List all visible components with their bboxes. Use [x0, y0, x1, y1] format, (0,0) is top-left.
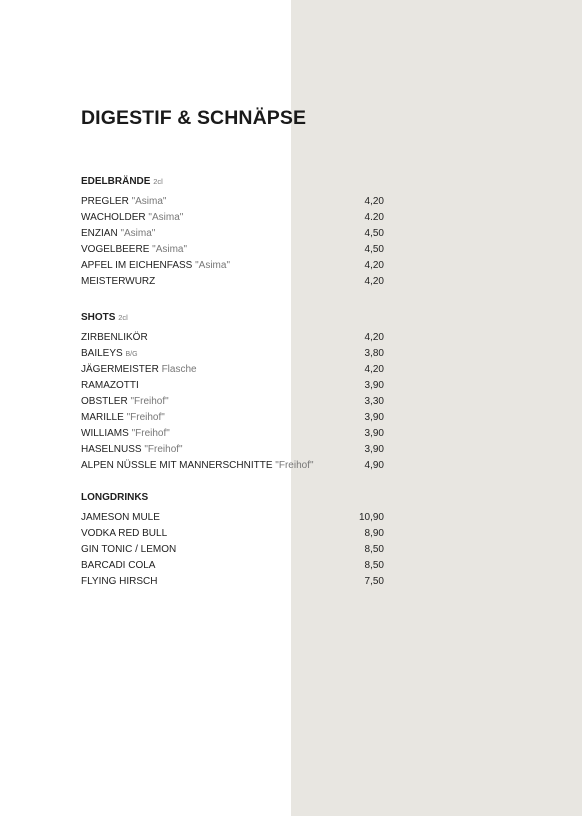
item-extra: "Freihof" — [131, 428, 170, 439]
item-price: 4,20 — [364, 332, 384, 343]
page-title: DIGESTIF & SCHNÄPSE — [81, 107, 307, 129]
section-shots — [81, 310, 384, 474]
section-heading — [81, 174, 384, 190]
item-price: 7,50 — [364, 576, 384, 587]
section-heading — [81, 310, 384, 326]
section-heading — [81, 490, 384, 506]
item-price: 4.20 — [364, 212, 384, 223]
item-extra: "Freihof" — [275, 460, 314, 471]
section-unit: 2cl — [153, 177, 163, 186]
item-price: 8,50 — [364, 560, 384, 571]
item-extra: "Asima" — [120, 228, 156, 239]
item-name: JÄGERMEISTER — [81, 364, 159, 375]
item-price: 3,80 — [364, 348, 384, 359]
item-list — [81, 194, 384, 290]
menu-item — [81, 510, 384, 526]
item-price: 4,20 — [364, 276, 384, 287]
item-name: FLYING HIRSCH — [81, 576, 158, 587]
item-name: MARILLE — [81, 412, 124, 423]
section-title: SHOTS — [81, 312, 116, 323]
item-price: 4,20 — [364, 364, 384, 375]
menu-item — [81, 378, 384, 394]
menu-item — [81, 242, 384, 258]
item-list — [81, 330, 384, 474]
item-extra: Flasche — [161, 364, 197, 375]
item-price: 3,90 — [364, 444, 384, 455]
item-extra: B/G — [125, 350, 138, 358]
item-extra: "Asima" — [152, 244, 188, 255]
section-title: LONGDRINKS — [81, 492, 149, 503]
menu-item — [81, 526, 384, 542]
item-name: WACHOLDER — [81, 212, 146, 223]
menu-item — [81, 442, 384, 458]
item-name: GIN TONIC / LEMON — [81, 544, 177, 555]
item-name: WILLIAMS — [81, 428, 129, 439]
item-name: VOGELBEERE — [81, 244, 150, 255]
item-price: 4,50 — [364, 228, 384, 239]
section-unit: 2cl — [118, 313, 128, 322]
item-price: 4,50 — [364, 244, 384, 255]
menu-item — [81, 210, 384, 226]
menu-item — [81, 394, 384, 410]
menu-item — [81, 574, 384, 590]
item-extra: "Asima" — [131, 196, 167, 207]
menu-item — [81, 426, 384, 442]
item-name: BARCADI COLA — [81, 560, 156, 571]
item-name: MEISTERWURZ — [81, 276, 156, 287]
menu-item — [81, 194, 384, 210]
item-name: PREGLER — [81, 196, 129, 207]
item-price: 10,90 — [358, 512, 384, 523]
item-name: HASELNUSS — [81, 444, 142, 455]
item-name: BAILEYS — [81, 347, 123, 359]
item-extra: "Freihof" — [126, 412, 165, 423]
menu-item — [81, 330, 384, 346]
menu-item — [81, 458, 384, 474]
item-name: VODKA RED BULL — [81, 528, 168, 539]
menu-item — [81, 226, 384, 242]
item-price: 8,90 — [364, 528, 384, 539]
menu-item — [81, 274, 384, 290]
item-price: 4,90 — [364, 460, 384, 471]
item-extra: "Freihof" — [144, 444, 183, 455]
menu-item — [81, 542, 384, 558]
item-extra: "Asima" — [148, 212, 184, 223]
section-longdrinks — [81, 490, 384, 590]
menu-item — [81, 346, 384, 362]
item-price: 8,50 — [364, 544, 384, 555]
item-extra: "Freihof" — [130, 396, 169, 407]
section-edelbraende — [81, 174, 384, 290]
item-name: OBSTLER — [81, 396, 128, 407]
menu-item — [81, 558, 384, 574]
item-price: 4,20 — [364, 196, 384, 207]
item-price: 3,90 — [364, 380, 384, 391]
item-extra: "Asima" — [195, 260, 230, 271]
menu-item — [81, 410, 384, 426]
item-price: 3,90 — [364, 428, 384, 439]
item-name: APFEL IM EICHENFASS — [81, 260, 193, 271]
item-name: ENZIAN — [81, 228, 118, 239]
item-name: RAMAZOTTI — [81, 380, 139, 391]
item-name: ALPEN NÜSSLE MIT MANNERSCHNITTE — [81, 460, 273, 471]
item-price: 3,30 — [364, 396, 384, 407]
menu-item — [81, 258, 384, 274]
menu-item — [81, 362, 384, 378]
item-price: 4,20 — [364, 260, 384, 271]
item-name: ZIRBENLIKÖR — [81, 332, 148, 343]
section-title: EDELBRÄNDE — [81, 176, 151, 187]
item-list — [81, 510, 384, 590]
item-price: 3,90 — [364, 412, 384, 423]
item-name: JAMESON MULE — [81, 512, 160, 523]
